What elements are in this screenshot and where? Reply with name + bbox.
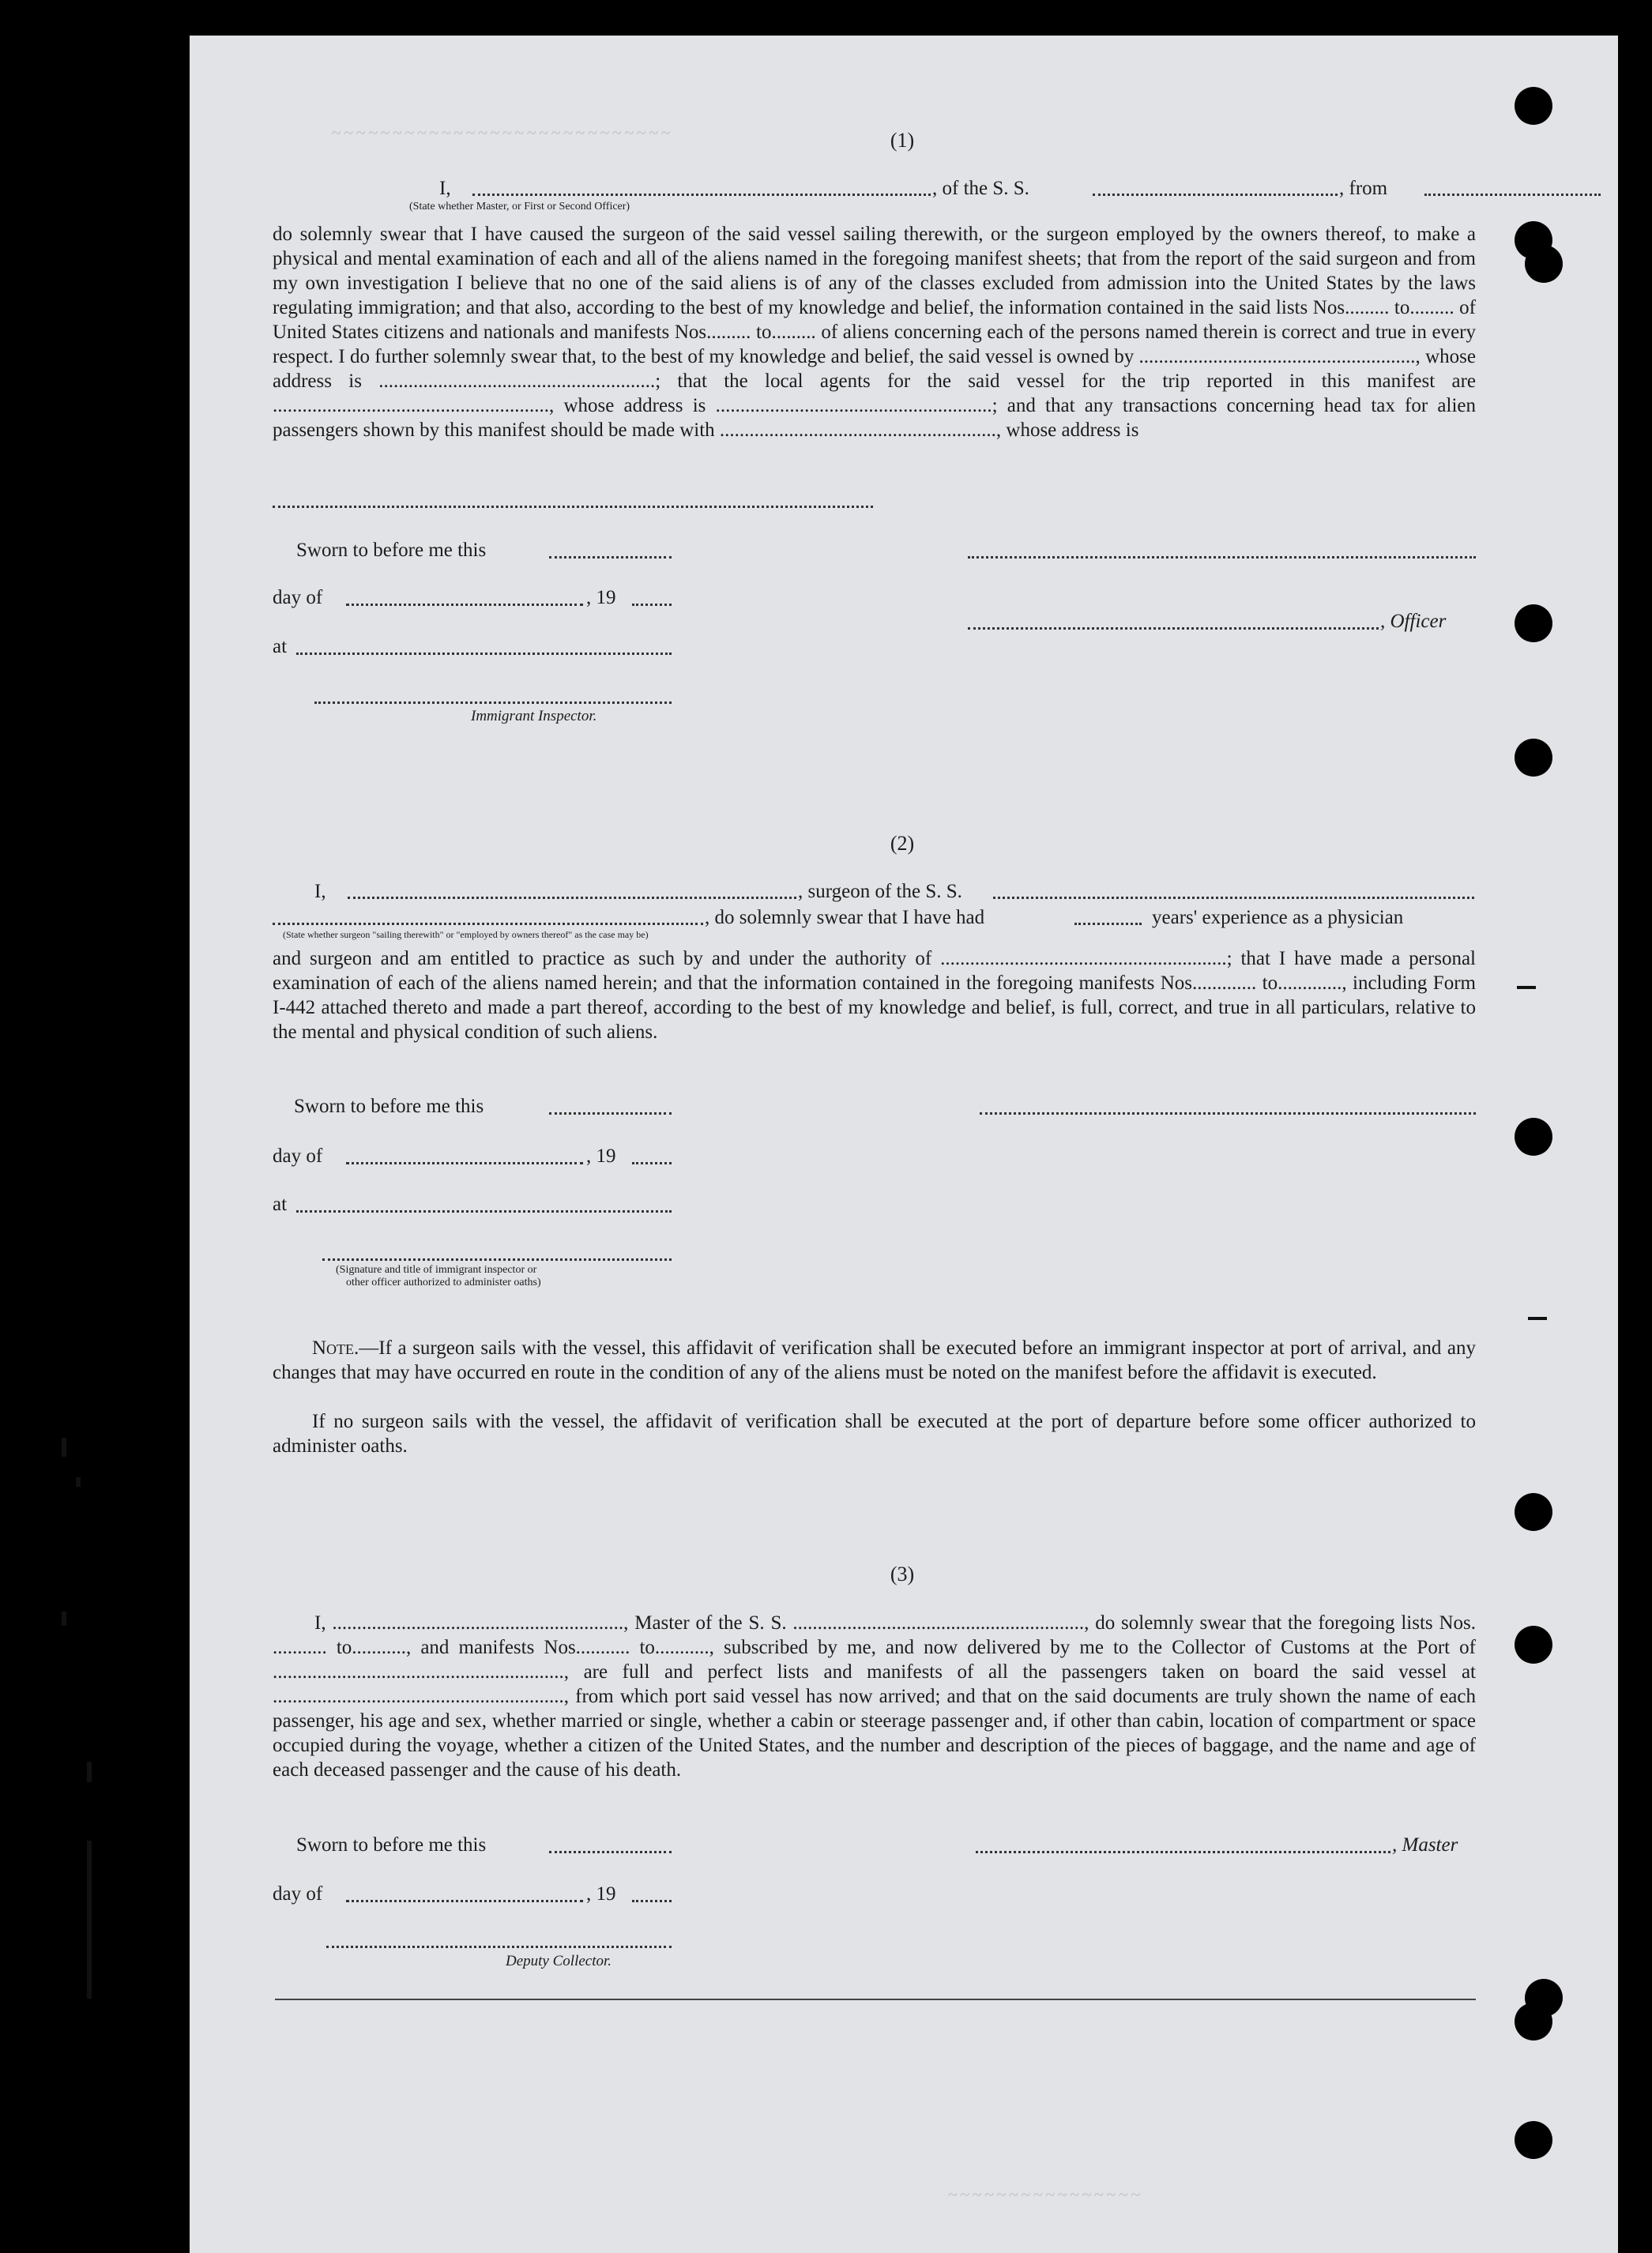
binder-hole [1515, 1118, 1552, 1156]
binder-hole [1515, 1493, 1552, 1531]
at-blank [296, 1210, 672, 1213]
scan-mark [62, 1612, 66, 1626]
year-label: , 19 [586, 1145, 616, 1167]
signature-blank [980, 1112, 1476, 1115]
day-of-label: day of [273, 1145, 323, 1167]
bottom-rule [275, 1999, 1476, 2000]
day-blank [346, 1900, 583, 1902]
i-label: I, [439, 178, 451, 199]
master-label: , Master [1392, 1834, 1458, 1856]
inspector-signature-blank [322, 1258, 672, 1261]
scan-mark [87, 1841, 92, 1999]
surgeon-note: (State whether surgeon "sailing therewith" or "employed by owners thereof" as the case may be) [283, 929, 649, 940]
day-of-label: day of [273, 1883, 323, 1905]
dotted-rule [273, 506, 873, 508]
sworn-label: Sworn to before me this [296, 1834, 487, 1856]
year-label: , 19 [586, 587, 616, 608]
deputy-signature-blank [326, 1946, 672, 1948]
scan-mark [76, 1477, 81, 1487]
section-1-body: do solemnly swear that I have caused the surgeon of the said vessel sailing therewith, or the surgeon employed by the owners thereof, to make a physical and mental examination of each and all of the aliens named in the foregoing manifest sheets; that from the report of the said surgeon and from my own investigation I believe that no one of the said aliens is of any of the classes excluded from admission into the United States by the laws regulating immigration; and that also, according to the best of my knowledge and belief, the information contained in the said lists Nos......... to......... of United States citizens and nationals and manifests Nos......... to......... of aliens concerning each of the persons named therein is correct and true in every respect. I do further solemnly swear that, to the best of my knowledge and belief, the said vessel is owned by ........................................................, whose address is ........................................................; that the local agents for the said vessel for the trip reported in this manifest are ........................................................, whose address is ........................................................; and that any transactions concerning head tax for alien passengers shown by this manifest should be made with ........................................................, whose address is [273, 224, 1476, 441]
signature-blank [968, 556, 1476, 559]
from-label: , from [1339, 178, 1388, 199]
at-label: at [273, 1194, 288, 1215]
swear-label: , do solemnly swear that I have had [705, 907, 985, 928]
officer-note: (State whether Master, or First or Second Officer) [409, 201, 630, 213]
section-2-note-2: If no surgeon sails with the vessel, the affidavit of verification shall be executed at the port of departure before some officer authorized to administer oaths. [273, 1411, 1476, 1457]
deputy-label: Deputy Collector. [506, 1953, 612, 1969]
years-label: years' experience as a physician [1152, 907, 1404, 928]
binder-hole [1515, 739, 1552, 777]
section-2-note [273, 1336, 1476, 1385]
year-label: , 19 [586, 1883, 616, 1905]
officer-signature-blank [968, 627, 1379, 630]
bleed-through-footer: ~~~~~~~~~~~~~~~~ [948, 2184, 1144, 2204]
surgeon-label: , surgeon of the S. S. [798, 881, 962, 902]
inspector-label: Immigrant Inspector. [471, 708, 597, 724]
sworn-date-blank [549, 1112, 672, 1115]
sworn-label: Sworn to before me this [294, 1096, 484, 1117]
day-of-label: day of [273, 587, 323, 608]
document-page [190, 36, 1618, 2253]
section-2-body: and surgeon and am entitled to practice as such by and under the authority of ..........................................................; that I have made a personal examination of each of the aliens named herein; and that the information contained in the foregoing manifests Nos............. to............., including Form I-442 attached thereto and made a part thereof, according to the best of my knowledge and belief, is full, correct, and true in all particulars, relative to the mental and physical condition of such aliens. [273, 948, 1476, 1043]
year-blank [632, 1162, 672, 1164]
sworn-date-blank [549, 1851, 672, 1853]
from-port-blank [1424, 179, 1601, 196]
at-label: at [273, 636, 288, 657]
ship-name-blank [1093, 179, 1338, 196]
day-blank [346, 1162, 583, 1164]
of-ss-label: , of the S. S. [932, 178, 1029, 199]
ship-name-blank [993, 882, 1474, 899]
scan-mark [62, 1438, 66, 1457]
margin-tick [1528, 1317, 1547, 1320]
sworn-label: Sworn to before me this [296, 540, 487, 561]
section-2-number: (2) [890, 832, 915, 855]
binder-hole [1515, 2121, 1552, 2159]
signature-note-1: (Signature and title of immigrant inspector or [336, 1264, 537, 1276]
surgeon-name-blank [348, 882, 796, 899]
surgeon-type-blank [273, 908, 703, 925]
years-blank [1074, 908, 1142, 925]
note-text: —If a surgeon sails with the vessel, this affidavit of verification shall be executed before an immigrant inspector at port of arrival, and any changes that may have occurred en route in the condition of any of the aliens must be noted on the manifest before the affidavit is executed. [273, 1337, 1476, 1383]
scan-mark [87, 1762, 92, 1782]
sworn-date-blank [549, 556, 672, 559]
binder-hole [1515, 87, 1552, 125]
binder-hole [1515, 604, 1552, 642]
section-3-body: I, ..........................................................., Master of the S. S. ..........................................................., do solemnly swear that the foregoing lists Nos. ........... to..........., and manifests Nos........... to..........., subscribed by me, and now delivered by me to the Collector of Customs at the Port of ..........................................................., are full and perfect lists and manifests of all the passengers taken on board the said vessel at ..........................................................., from which port said vessel has now arrived; and that on the said documents are truly shown the name of each passenger, his age and sex, whether married or single, whether a cabin or steerage passenger and, if other than cabin, location of compartment or space occupied during the voyage, whether a citizen of the United States, and the number and description of the pieces of baggage, and the name and age of each deceased passenger and the cause of his death. [273, 1612, 1476, 1781]
section-1-number: (1) [890, 129, 915, 152]
signature-note-2: other officer authorized to administer oaths) [346, 1277, 541, 1288]
year-blank [632, 1900, 672, 1902]
bleed-through-header: ~~~~~~~~~~~~~~~~~~~~~~~~~~~~ [332, 122, 674, 142]
binder-hole [1515, 2003, 1552, 2040]
note-label: Note. [312, 1337, 359, 1359]
day-blank [346, 604, 583, 606]
margin-tick [1517, 986, 1536, 989]
i-label: I, [314, 881, 326, 902]
year-blank [632, 604, 672, 606]
master-signature-blank [976, 1851, 1390, 1853]
at-blank [296, 653, 672, 655]
section-3-number: (3) [890, 1563, 915, 1585]
binder-hole [1515, 1626, 1552, 1664]
master-name-blank [472, 179, 931, 196]
binder-hole [1525, 245, 1563, 283]
officer-label: , Officer [1380, 611, 1447, 632]
